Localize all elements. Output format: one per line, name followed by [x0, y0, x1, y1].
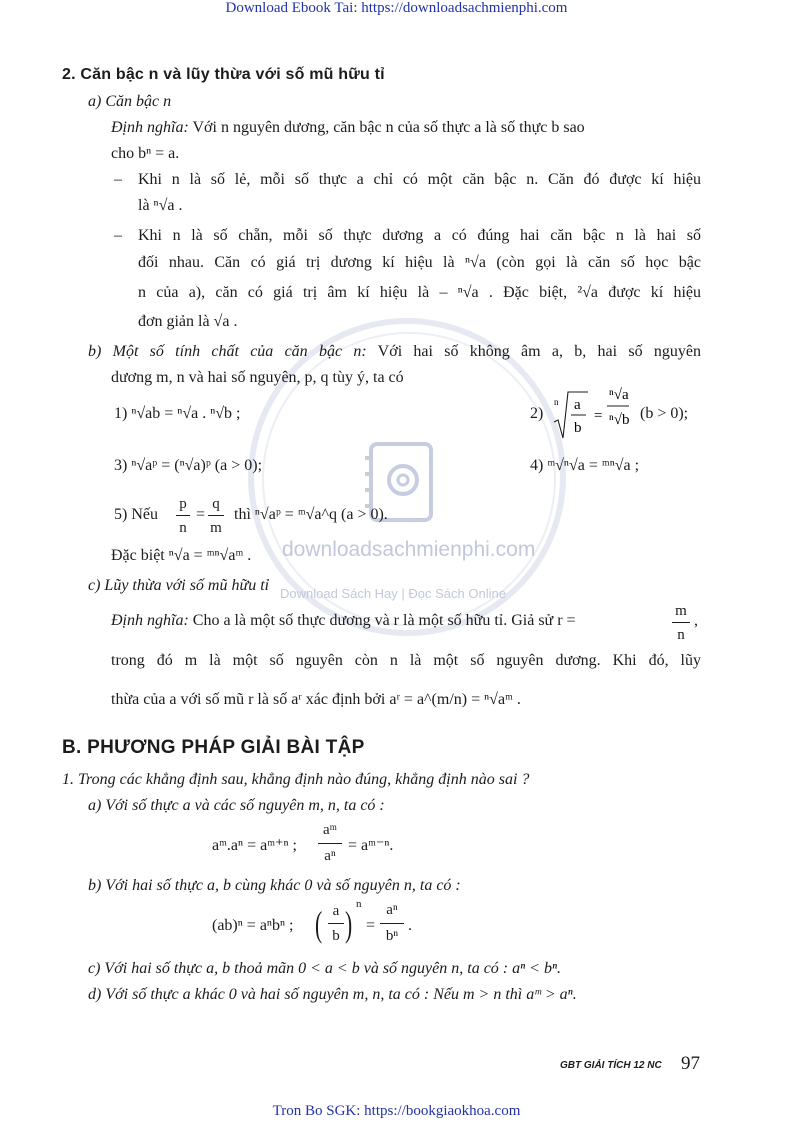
even-root-line4: đơn giản là √a .	[138, 313, 238, 330]
properties-intro-line2: dương m, n và hai số nguyên, p, q tùy ý, ta có	[111, 369, 404, 386]
header-download-link[interactable]: Download Ebook Tai: https://downloadsachmienphi.com	[225, 0, 568, 16]
r-comma: ,	[694, 612, 698, 629]
right-paren: )	[345, 904, 353, 944]
fraction-bar	[318, 843, 342, 844]
definition-nth-root-line1: Định nghĩa: Với n nguyên dương, căn bậc n của số thực a là số thực b sao	[111, 119, 585, 136]
question-1d: d) Với số thực a khác 0 và hai số nguyên m, n, ta có : Nếu m > n thì aᵐ > aⁿ.	[88, 986, 577, 1003]
definition-rational-power-line2: trong đó m là một số nguyên còn n là một số nguyên dương. Khi đó, lũy	[111, 652, 701, 669]
property-5-rest: thì ⁿ√aᵖ = ᵐ√a^q (a > 0).	[234, 506, 388, 523]
subsection-c-label: c) Lũy thừa với số mũ hữu tỉ	[88, 577, 270, 594]
property-5-n: n	[179, 520, 187, 536]
q1a-formula-1: aᵐ.aⁿ = aᵐ⁺ⁿ ;	[212, 837, 297, 854]
property-1: 1) ⁿ√ab = ⁿ√a . ⁿ√b ;	[114, 405, 241, 422]
q1b-formula-1: (ab)ⁿ = aⁿbⁿ ;	[212, 917, 294, 934]
q1b-eq: =	[366, 917, 376, 934]
property-5-eq: =	[196, 506, 206, 523]
property-special: Đặc biệt ⁿ√a = ᵐⁿ√aᵐ .	[111, 547, 252, 564]
fraction-bar	[328, 923, 344, 924]
q1a-denominator: aⁿ	[324, 848, 336, 864]
section-b-title: B. PHƯƠNG PHÁP GIẢI BÀI TẬP	[62, 737, 365, 758]
bullet-dash: –	[114, 227, 122, 244]
definition-nth-root-line2: cho bⁿ = a.	[111, 145, 180, 162]
q1b-period: .	[408, 917, 412, 934]
property-5-q: q	[212, 496, 220, 512]
book-title: GBT GIẢI TÍCH 12 NC	[560, 1060, 662, 1071]
properties-intro-line1: b) Một số tính chất của căn bậc n: Với hai số không âm a, b, hai số nguyên	[88, 343, 702, 360]
definition-rational-power-line3: thừa của a với số mũ r là số aʳ xác định bởi aʳ = a^(m/n) = ⁿ√aᵐ .	[111, 691, 521, 708]
property-5-m: m	[210, 520, 222, 536]
left-paren: (	[315, 904, 323, 944]
svg-text:b: b	[574, 420, 582, 436]
watermark-site: downloadsachmienphi.com	[282, 538, 536, 561]
property-2-label: 2)	[530, 405, 544, 422]
q1b-numerator-2: aⁿ	[386, 902, 398, 918]
definition-rational-power-line1: Định nghĩa: Cho a là một số thực dương và r là một số hữu tỉ. Giả sử r =	[111, 612, 576, 629]
property-5-prefix: 5) Nếu	[114, 506, 158, 523]
property-3: 3) ⁿ√aᵖ = (ⁿ√a)ᵖ (a > 0);	[114, 457, 263, 474]
svg-text:ⁿ√a: ⁿ√a	[609, 387, 629, 403]
odd-root-line2: là ⁿ√a .	[138, 197, 183, 214]
odd-root-line1: Khi n là số lẻ, mỗi số thực a chỉ có một căn bậc n. Căn đó được kí hiệu	[138, 171, 701, 188]
svg-text:ⁿ√b: ⁿ√b	[609, 412, 630, 428]
property-2-condition: (b > 0);	[640, 405, 689, 422]
question-1c: c) Với hai số thực a, b thoả mãn 0 < a < b và số nguyên n, ta có : aⁿ < bⁿ.	[88, 960, 562, 977]
section-2-title: 2. Căn bậc n và lũy thừa với số mũ hữu tỉ	[62, 66, 385, 83]
footer-sgk-link[interactable]: Tron Bo SGK: https://bookgiaokhoa.com	[272, 1103, 521, 1119]
q1b-exponent: n	[356, 898, 362, 910]
even-root-line1: Khi n là số chẵn, mỗi số thực dương a có đúng hai căn bậc n là hai số	[138, 227, 701, 244]
q1a-numerator: aᵐ	[323, 822, 337, 838]
r-denominator: n	[677, 627, 685, 643]
q1b-denominator-2: bⁿ	[385, 928, 399, 944]
fraction-bar	[380, 923, 404, 924]
svg-text:n: n	[554, 397, 559, 407]
bullet-dash: –	[114, 171, 122, 188]
subsection-a-label: a) Căn bậc n	[88, 93, 172, 110]
question-1a: a) Với số thực a và các số nguyên m, n, ta có :	[88, 797, 385, 814]
even-root-line2: đối nhau. Căn có giá trị dương kí hiệu là ⁿ√a (còn gọi là căn số học bậc	[138, 254, 701, 271]
page-number: 97	[681, 1053, 700, 1074]
fraction-bar	[672, 622, 690, 623]
property-2-formula	[552, 386, 630, 444]
r-numerator: m	[675, 603, 687, 619]
watermark-tagline: Download Sách Hay | Đọc Sách Online	[280, 586, 506, 601]
question-1: 1. Trong các khẳng định sau, khẳng định nào đúng, khẳng định nào sai ?	[62, 771, 530, 788]
fraction-bar	[208, 515, 224, 516]
q1b-denominator: b	[332, 928, 340, 944]
question-1b: b) Với hai số thực a, b cùng khác 0 và số nguyên n, ta có :	[88, 877, 461, 894]
q1b-numerator: a	[332, 903, 340, 919]
svg-text:=: =	[594, 408, 603, 424]
svg-text:a: a	[574, 397, 581, 413]
q1a-formula-2: = aᵐ⁻ⁿ.	[348, 837, 394, 854]
fraction-bar	[176, 515, 190, 516]
even-root-line3: n của a), căn có giá trị âm kí hiệu là – ⁿ√a . Đặc biệt, ²√a được kí hiệu	[138, 284, 701, 301]
property-4: 4) ᵐ√ⁿ√a = ᵐⁿ√a ;	[530, 457, 640, 474]
property-5-p: p	[179, 496, 187, 512]
